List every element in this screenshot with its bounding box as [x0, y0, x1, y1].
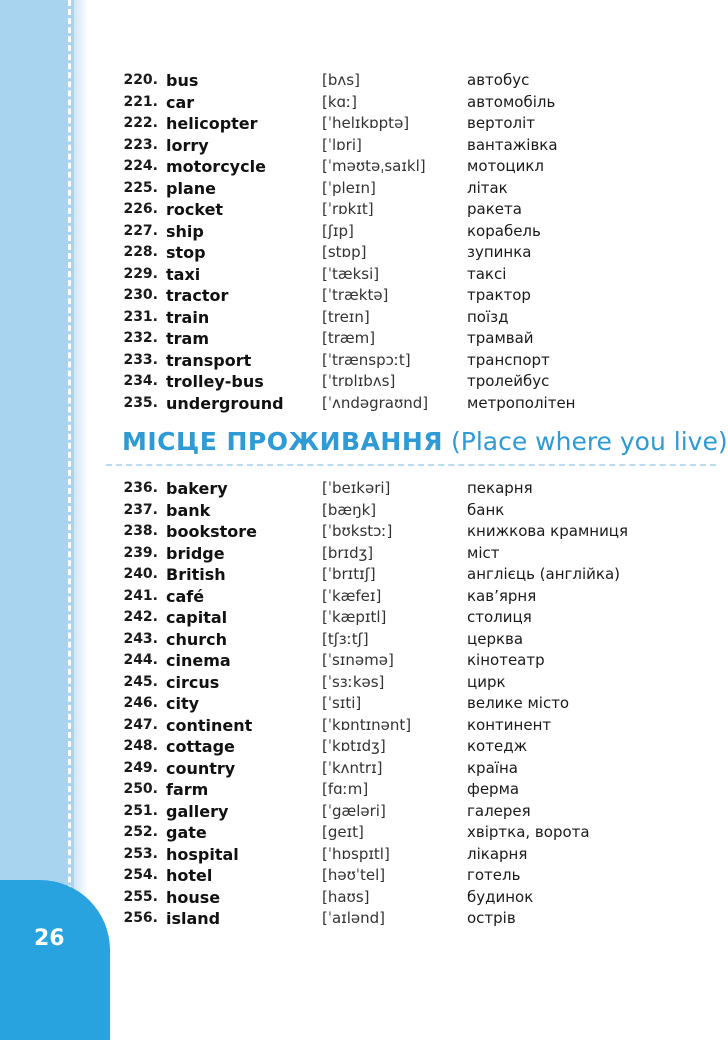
vocab-number: 224.	[123, 158, 158, 174]
vocab-word: rocket	[166, 200, 224, 219]
vocab-word: British	[166, 565, 226, 584]
vocab-word: transport	[166, 350, 252, 370]
vocab-translation: ферма	[467, 780, 520, 798]
vocab-transcription: [geɪt]	[322, 823, 364, 841]
page-number: 26	[34, 926, 65, 951]
vocab-row	[0, 715, 728, 736]
vocab-transcription: [bæŋk]	[322, 500, 377, 519]
vocab-row	[0, 500, 728, 521]
vocab-transcription: [ʃɪp]	[322, 221, 354, 240]
vocab-transcription: [ˈkɒtɪdʒ]	[322, 737, 386, 755]
vocab-number: 236.	[123, 480, 158, 496]
vocab-word: hotel	[166, 866, 213, 885]
vocab-translation: зупинка	[467, 243, 532, 261]
vocab-number: 252.	[123, 824, 158, 840]
vocab-translation: мотоцикл	[467, 157, 545, 175]
vocab-number: 240.	[123, 566, 158, 582]
vocab-number: 244.	[123, 652, 158, 668]
section-heading	[122, 427, 728, 456]
vocab-word: tractor	[166, 286, 229, 305]
vocab-transcription: [træm]	[322, 329, 376, 347]
vocab-row	[0, 113, 728, 134]
vocab-translation: вертоліт	[467, 114, 535, 132]
vocab-number: 248.	[123, 738, 158, 754]
vocab-row	[0, 629, 728, 650]
vocab-translation: будинок	[467, 887, 534, 906]
vocab-number: 229.	[123, 265, 158, 282]
vocab-row	[0, 908, 728, 929]
vocab-number: 241.	[123, 587, 158, 604]
vocab-row	[0, 801, 728, 822]
vocab-row	[0, 521, 728, 542]
vocab-row	[0, 779, 728, 800]
vocab-row	[0, 736, 728, 757]
vocab-transcription: [ˈgæləri]	[322, 801, 386, 820]
vocab-number: 228.	[123, 244, 158, 260]
section-divider	[106, 464, 716, 466]
vocab-number: 255.	[123, 888, 158, 905]
vocab-translation: галерея	[467, 801, 531, 820]
vocab-translation: трамвай	[467, 329, 534, 347]
vocab-row	[0, 178, 728, 199]
vocab-transcription: [ˈtrænspɔːt]	[322, 350, 411, 369]
vocab-translation: кав’ярня	[467, 586, 537, 605]
vocab-word: cinema	[166, 651, 231, 670]
vocab-word: continent	[166, 715, 253, 735]
vocab-translation: острів	[467, 909, 516, 927]
vocab-translation: країна	[467, 758, 518, 777]
vocab-word: circus	[166, 672, 220, 692]
vocab-word: house	[166, 887, 221, 907]
vocab-row	[0, 199, 728, 220]
vocab-word: bridge	[166, 543, 225, 563]
vocab-translation: лікарня	[467, 844, 528, 863]
vocab-number: 225.	[123, 179, 158, 196]
vocab-translation: книжкова крамниця	[467, 522, 629, 540]
vocab-transcription: [brɪdʒ]	[322, 543, 374, 562]
vocab-number: 227.	[123, 222, 158, 239]
vocab-number: 233.	[123, 351, 158, 368]
vocab-word: car	[166, 92, 195, 112]
vocab-word: taxi	[166, 264, 201, 284]
vocab-translation: кінотеатр	[467, 651, 545, 669]
vocab-row	[0, 371, 728, 392]
vocab-word: underground	[166, 393, 284, 413]
vocab-row	[0, 543, 728, 564]
vocab-word: cottage	[166, 737, 235, 756]
vocab-number: 254.	[123, 867, 158, 883]
vocab-transcription: [bʌs]	[322, 71, 360, 89]
vocab-number: 250.	[123, 781, 158, 797]
vocab-translation: трактор	[467, 286, 531, 304]
vocab-number: 223.	[123, 136, 158, 153]
vocab-translation: корабель	[467, 221, 541, 240]
vocab-transcription: [stɒp]	[322, 243, 367, 261]
vocab-number: 235.	[123, 394, 158, 411]
vocab-translation: котедж	[467, 737, 528, 755]
vocab-number: 237.	[123, 501, 158, 518]
vocab-number: 239.	[123, 544, 158, 561]
vocab-translation: цирк	[467, 672, 506, 691]
vocab-word: bank	[166, 500, 211, 520]
vocab-number: 246.	[123, 695, 158, 711]
vocab-row	[0, 285, 728, 306]
vocab-word: trolley-bus	[166, 372, 264, 391]
vocab-word: stop	[166, 243, 206, 262]
vocab-number: 238.	[123, 523, 158, 539]
vocab-translation: банк	[467, 500, 505, 519]
vocab-translation: таксі	[467, 264, 507, 283]
vocab-number: 243.	[123, 630, 158, 647]
vocab-row	[0, 693, 728, 714]
vocab-row	[0, 70, 728, 91]
vocab-row	[0, 586, 728, 607]
vocab-row	[0, 758, 728, 779]
vocab-row	[0, 328, 728, 349]
vocab-word: island	[166, 909, 221, 928]
vocab-translation: транспорт	[467, 350, 550, 369]
vocab-translation: континент	[467, 715, 552, 734]
vocab-number: 245.	[123, 673, 158, 690]
vocab-row	[0, 350, 728, 371]
vocab-row	[0, 865, 728, 886]
vocab-translation: ракета	[467, 200, 522, 218]
vocab-row	[0, 92, 728, 113]
vocab-translation: готель	[467, 866, 521, 884]
vocab-transcription: [ˈkæfeɪ]	[322, 586, 382, 605]
vocab-word: bookstore	[166, 522, 257, 541]
vocab-translation: тролейбус	[467, 372, 550, 390]
vocab-word: plane	[166, 178, 216, 198]
vocab-transcription: [treɪn]	[322, 307, 370, 326]
vocab-row	[0, 221, 728, 242]
vocab-translation: вантажівка	[467, 135, 558, 154]
vocab-transcription: [ˈkæpɪtl]	[322, 608, 387, 626]
section-heading-ukrainian: МІСЦЕ ПРОЖИВАННЯ	[122, 427, 444, 456]
vocab-number: 231.	[123, 308, 158, 325]
vocab-transcription: [fɑːm]	[322, 780, 369, 798]
vocab-row	[0, 307, 728, 328]
vocab-transcription: [kɑː]	[322, 92, 357, 111]
vocab-number: 230.	[123, 287, 158, 303]
vocab-word: gate	[166, 823, 207, 842]
vocab-word: gallery	[166, 801, 229, 821]
vocab-transcription: [ˈlɒri]	[322, 135, 362, 154]
vocab-row	[0, 478, 728, 499]
vocab-number: 249.	[123, 759, 158, 776]
vocab-number: 234.	[123, 373, 158, 389]
vocab-translation: автомобіль	[467, 92, 556, 111]
vocab-number: 247.	[123, 716, 158, 733]
vocab-translation: поїзд	[467, 307, 509, 326]
vocab-translation: пекарня	[467, 479, 533, 497]
vocab-number: 253.	[123, 845, 158, 862]
vocab-transcription: [həʊˈtel]	[322, 866, 386, 884]
vocab-transcription: [haʊs]	[322, 887, 370, 906]
vocab-transcription: [ˈsɪti]	[322, 694, 362, 712]
vocab-row	[0, 393, 728, 414]
vocab-word: country	[166, 758, 236, 778]
vocab-transcription: [ˈtæksi]	[322, 264, 380, 283]
vocab-number: 220.	[123, 72, 158, 88]
vocab-number: 222.	[123, 115, 158, 131]
vocab-word: hospital	[166, 844, 239, 864]
vocab-transcription: [ˈsɪnəmə]	[322, 651, 394, 669]
vocab-number: 221.	[123, 93, 158, 110]
vocab-number: 226.	[123, 201, 158, 217]
vocab-transcription: [ˈtrɒlɪbʌs]	[322, 372, 396, 390]
vocab-translation: метрополітен	[467, 393, 576, 412]
vocab-transcription: [ˈʌndəgraʊnd]	[322, 393, 429, 412]
vocab-transcription: [ˈtræktə]	[322, 286, 389, 304]
vocab-number: 242.	[123, 609, 158, 625]
vocab-translation: столиця	[467, 608, 532, 626]
vocab-translation: міст	[467, 543, 500, 562]
vocab-word: church	[166, 629, 228, 649]
vocab-transcription: [ˈpleɪn]	[322, 178, 376, 197]
vocab-word: tram	[166, 329, 210, 348]
vocab-word: bakery	[166, 479, 228, 498]
vocab-transcription: [ˈaɪlənd]	[322, 909, 386, 927]
vocab-row	[0, 672, 728, 693]
vocab-row	[0, 822, 728, 843]
vocab-word: lorry	[166, 135, 209, 155]
vocab-translation: літак	[467, 178, 508, 197]
vocab-transcription: [ˈbeɪkəri]	[322, 479, 391, 497]
vocab-transcription: [ˈsɜːkəs]	[322, 672, 385, 691]
vocab-transcription: [tʃɜːtʃ]	[322, 629, 369, 648]
vocab-word: bus	[166, 71, 199, 90]
vocab-row	[0, 607, 728, 628]
vocab-number: 251.	[123, 802, 158, 819]
vocab-translation: церква	[467, 629, 524, 648]
vocab-word: café	[166, 586, 205, 606]
vocab-row	[0, 135, 728, 156]
vocab-word: helicopter	[166, 114, 258, 133]
vocab-word: capital	[166, 608, 228, 627]
vocab-word: ship	[166, 221, 204, 241]
vocab-transcription: [ˈkɒntɪnənt]	[322, 715, 412, 734]
vocab-word: motorcycle	[166, 157, 266, 176]
vocab-translation: велике місто	[467, 694, 570, 712]
vocab-transcription: [ˈhɒspɪtl]	[322, 844, 390, 863]
section-heading-english: (Place where you live)	[450, 427, 728, 456]
vocab-transcription: [ˈhelɪkɒptə]	[322, 114, 410, 132]
vocab-transcription: [ˈbʊkstɔː]	[322, 522, 393, 540]
vocab-word: farm	[166, 780, 209, 799]
vocab-row	[0, 564, 728, 585]
vocab-number: 232.	[123, 330, 158, 346]
vocab-row	[0, 242, 728, 263]
vocab-translation: хвіртка, ворота	[467, 823, 590, 841]
vocab-translation: англієць (англійка)	[467, 565, 621, 583]
vocab-row	[0, 264, 728, 285]
vocab-transcription: [ˈməʊtəˌsaɪkl]	[322, 157, 426, 175]
vocab-word: city	[166, 694, 200, 713]
vocab-word: train	[166, 307, 210, 327]
vocab-row	[0, 844, 728, 865]
vocab-row	[0, 156, 728, 177]
vocab-translation: автобус	[467, 71, 530, 89]
vocab-number: 256.	[123, 910, 158, 926]
vocab-transcription: [ˈbrɪtɪʃ]	[322, 565, 376, 583]
vocab-row	[0, 887, 728, 908]
vocab-transcription: [ˈkʌntrɪ]	[322, 758, 383, 777]
vocab-transcription: [ˈrɒkɪt]	[322, 200, 374, 218]
vocab-row	[0, 650, 728, 671]
